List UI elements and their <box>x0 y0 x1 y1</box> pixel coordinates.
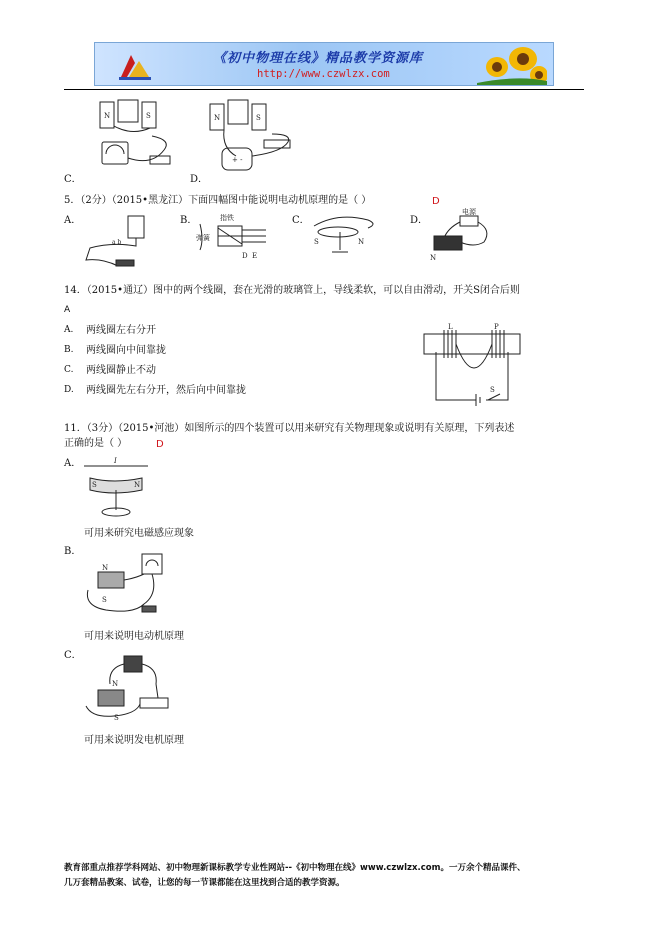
q14-answer: A <box>64 305 71 315</box>
option-d-label: D． <box>190 174 209 185</box>
q11-option-a-caption: 可用来研究电磁感应现象 <box>84 528 194 539</box>
q11-figure-b <box>84 550 166 622</box>
q5-option-d: D． <box>410 215 429 226</box>
svg-text:+ -: + - <box>232 156 243 164</box>
q5-option-a: A． <box>64 215 82 226</box>
q5-option-c: C． <box>292 215 310 226</box>
footer-line1: 教育部重点推荐学科网站、初中物理新课标教学专业性网站--《初中物理在线》www.czwlzx.com。一万余个精品课件、 <box>64 863 526 873</box>
q11-option-b-letter: B． <box>64 546 82 557</box>
q5-figure-c <box>308 210 388 258</box>
q5-figure-b-label-2: 弹簧 <box>196 234 210 242</box>
footer-line2: 几万套精品教案、试卷，让您的每一节课都能在这里找到合适的教学资源。 <box>64 878 345 888</box>
q11-answer: D <box>156 439 164 450</box>
q14-fig-label-left: L <box>448 323 453 331</box>
svg-text:S: S <box>92 481 97 489</box>
q14-fig-label-switch: S <box>490 386 495 394</box>
banner-title: 《初中物理在线》精品教学资源库 <box>213 51 424 66</box>
svg-text:a b: a b <box>112 239 122 246</box>
q14-option-d-letter: D. <box>64 385 74 395</box>
svg-text:N: N <box>134 481 141 489</box>
q14-option-a-text: 两线圈左右分开 <box>86 325 156 336</box>
svg-text:N: N <box>358 238 365 246</box>
header-banner <box>94 42 554 86</box>
option-c-label: C． <box>64 174 82 185</box>
q14-option-a-letter: A. <box>64 325 74 335</box>
svg-text:N: N <box>112 680 119 688</box>
q14-coil-circuit-figure <box>422 322 524 412</box>
svg-text:N: N <box>104 112 111 120</box>
q14-option-d-text: 两线圈先左右分开，然后向中间靠拢 <box>86 385 246 396</box>
q5-answer: D <box>432 196 440 207</box>
q11-option-c-caption: 可用来说明发电机原理 <box>84 735 184 746</box>
q5-figure-a <box>82 214 162 270</box>
q14-option-b-text: 两线圈向中间靠拢 <box>86 345 166 356</box>
svg-text:N: N <box>214 114 221 122</box>
q5-stem: 5．（2分）（2015•黑龙江）下面四幅图中能说明电动机原理的是（ ） <box>64 195 372 206</box>
q11-stem-line2: 正确的是（ ） <box>64 438 128 449</box>
svg-text:S: S <box>256 114 261 122</box>
svg-text:N: N <box>102 564 109 572</box>
svg-text:N: N <box>430 254 437 262</box>
sunflower-icon <box>477 45 547 85</box>
q5-figure-b-label-1: 指铁 <box>220 214 234 222</box>
q11-option-c-letter: C． <box>64 650 82 661</box>
svg-text:I: I <box>114 457 117 465</box>
q5-option-b: B． <box>180 215 198 226</box>
q14-option-c-text: 两线圈静止不动 <box>86 365 156 376</box>
q11-stem-line1: 11．（3分）（2015•河池）如图所示的四个装置可以用来研究有关物理现象或说明有关原理，下列表述 <box>64 423 515 434</box>
banner-url[interactable]: http://www.czwlzx.com <box>257 68 390 80</box>
q14-stem: 14．（2015•通辽）图中的两个线圈，套在光滑的玻璃管上，导线柔软，可以自由滑动，开关S闭合后则 <box>64 285 520 296</box>
q11-option-b-caption: 可用来说明电动机原理 <box>84 631 184 642</box>
figure-c-apparatus <box>92 96 192 176</box>
figure-d-apparatus <box>202 96 302 178</box>
site-logo-icon <box>117 51 153 81</box>
q14-option-c-letter: C. <box>64 365 74 375</box>
svg-text:S: S <box>146 112 151 120</box>
q5-figure-d-label: 电源 <box>462 208 476 216</box>
q5-figure-b <box>196 210 276 262</box>
header-rule <box>64 89 584 90</box>
q11-option-a-letter: A． <box>64 458 82 469</box>
svg-text:S: S <box>314 238 319 246</box>
q5-figure-b-label-3: D <box>242 252 248 260</box>
q5-figure-d <box>424 208 504 264</box>
q14-option-b-letter: B. <box>64 345 74 355</box>
svg-text:S: S <box>114 714 119 722</box>
q14-fig-label-right: P <box>494 323 499 331</box>
q5-figure-b-label-4: E <box>252 252 258 260</box>
q11-figure-a <box>84 454 156 520</box>
svg-text:S: S <box>102 596 107 604</box>
q11-figure-c <box>84 654 180 724</box>
